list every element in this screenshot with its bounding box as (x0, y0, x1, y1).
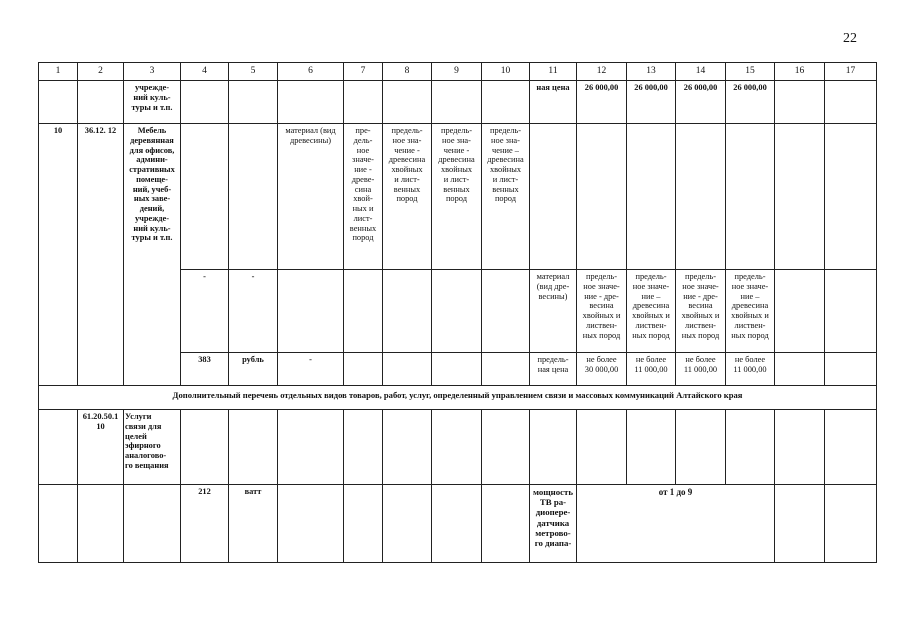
table-cell (432, 410, 482, 485)
table-cell (229, 410, 278, 485)
table-cell (726, 410, 775, 485)
header-cell: 15 (726, 63, 775, 81)
table-cell (383, 485, 432, 563)
unit-code-cell: - (181, 270, 229, 353)
value-cell: предель- ное значе- ние – древесина хвойных и листвен- ных пород (726, 270, 775, 353)
header-cell: 7 (344, 63, 383, 81)
value-cell: предель- ное значе- ние - дре- весина хвойных и листвен- ных пород (577, 270, 627, 353)
product-name-cell: учрежде- ний куль- туры и т.п. (124, 81, 181, 124)
table-cell (181, 81, 229, 124)
header-cell: 16 (775, 63, 825, 81)
page-number: 22 (843, 31, 857, 46)
table-cell (530, 410, 577, 485)
table-cell (383, 353, 432, 386)
table-cell: - (278, 353, 344, 386)
table-cell (775, 485, 825, 563)
table-cell (78, 81, 124, 124)
header-cell: 9 (432, 63, 482, 81)
table-cell (676, 124, 726, 270)
table-cell (432, 270, 482, 353)
header-cell: 3 (124, 63, 181, 81)
okpd-code-cell: 36.12. 12 (78, 124, 124, 386)
product-name-cell: Услуги связи для целей эфирного аналогово- го вещания (124, 410, 181, 485)
row-number-cell: 10 (39, 124, 78, 386)
table-cell (775, 124, 825, 270)
table-cell (482, 270, 530, 353)
value-cell: 26 000,00 (726, 81, 775, 124)
table-cell (181, 410, 229, 485)
table-cell (39, 485, 78, 563)
value-cell: пре- дель- ное значе- ние - древе- сина хвой- ных и лист- венных пород (344, 124, 383, 270)
header-cell: 10 (482, 63, 530, 81)
header-cell: 4 (181, 63, 229, 81)
table-row (39, 410, 877, 485)
header-cell: 5 (229, 63, 278, 81)
table-cell (676, 410, 726, 485)
table-cell (278, 81, 344, 124)
product-name-cell: Мебель деревянная для офисов, админи- стративных помеще- ний, учеб- ных заве- дений, учрежде- ний куль- туры и т.п. (124, 124, 181, 386)
table-cell (344, 410, 383, 485)
header-cell: 17 (825, 63, 877, 81)
characteristic-cell: ная цена (530, 81, 577, 124)
value-cell: предель- ное зна- чение - древесина хвойных и лист- венных пород (432, 124, 482, 270)
header-cell: 11 (530, 63, 577, 81)
characteristic-cell: предель- ная цена (530, 353, 577, 386)
value-cell: 26 000,00 (627, 81, 676, 124)
document-table (38, 62, 877, 563)
table-cell (775, 353, 825, 386)
table-cell (530, 124, 577, 270)
table-cell (229, 81, 278, 124)
characteristic-cell: мощность ТВ ра- диопере- датчика метрово- го диапа- (530, 485, 577, 563)
header-cell: 13 (627, 63, 676, 81)
table-cell (482, 81, 530, 124)
okpd-code-cell: 61.20.50.1 10 (78, 410, 124, 485)
header-cell: 1 (39, 63, 78, 81)
value-cell: предель- ное значе- ние - дре- весина хвойных и листвен- ных пород (676, 270, 726, 353)
table-cell (726, 124, 775, 270)
table-cell (577, 410, 627, 485)
table-cell (482, 410, 530, 485)
table-cell (432, 485, 482, 563)
value-cell: не более 11 000,00 (627, 353, 676, 386)
table-cell (825, 410, 877, 485)
table-cell (39, 410, 78, 485)
table-cell (482, 485, 530, 563)
unit-name-cell: ватт (229, 485, 278, 563)
characteristic-cell: материал (вид дре- весины) (530, 270, 577, 353)
value-cell: предель- ное зна- чение – древесина хвойных и лист- венных пород (482, 124, 530, 270)
header-cell: 8 (383, 63, 432, 81)
table-cell (775, 410, 825, 485)
table-cell (383, 270, 432, 353)
section-row (39, 386, 877, 410)
table-cell (825, 124, 877, 270)
value-cell: не более 11 000,00 (676, 353, 726, 386)
table-cell (344, 353, 383, 386)
header-row (39, 63, 877, 81)
table-cell (627, 410, 676, 485)
table-cell (278, 485, 344, 563)
table-cell (278, 270, 344, 353)
table-cell (344, 270, 383, 353)
unit-name-cell: - (229, 270, 278, 353)
characteristic-cell: материал (вид древесины) (278, 124, 344, 270)
header-cell: 12 (577, 63, 627, 81)
table-cell (775, 270, 825, 353)
table-cell (344, 485, 383, 563)
header-cell: 6 (278, 63, 344, 81)
table-row (39, 485, 877, 563)
unit-code-cell: 212 (181, 485, 229, 563)
table-cell (344, 81, 383, 124)
table-cell (181, 124, 229, 270)
value-cell: не более 30 000,00 (577, 353, 627, 386)
table-cell (825, 485, 877, 563)
unit-name-cell: рубль (229, 353, 278, 386)
table-cell (825, 81, 877, 124)
value-cell: предель- ное значе- ние – древесина хвойных и листвен- ных пород (627, 270, 676, 353)
table-cell (825, 353, 877, 386)
table-cell (278, 410, 344, 485)
table-cell (627, 124, 676, 270)
table-cell (825, 270, 877, 353)
value-cell: предель- ное зна- чение - древесина хвойных и лист- венных пород (383, 124, 432, 270)
table-row (39, 124, 877, 270)
table-cell (78, 485, 124, 563)
table-cell (432, 353, 482, 386)
table-cell (229, 124, 278, 270)
table-cell (577, 124, 627, 270)
value-cell: 26 000,00 (676, 81, 726, 124)
value-cell: не более 11 000,00 (726, 353, 775, 386)
unit-code-cell: 383 (181, 353, 229, 386)
table-row (39, 81, 877, 124)
table-cell (39, 81, 78, 124)
table-cell (383, 410, 432, 485)
table-cell (383, 81, 432, 124)
value-cell: 26 000,00 (577, 81, 627, 124)
table-cell (124, 485, 181, 563)
header-cell: 2 (78, 63, 124, 81)
table-cell (432, 81, 482, 124)
header-cell: 14 (676, 63, 726, 81)
table-cell (482, 353, 530, 386)
value-cell: от 1 до 9 (577, 485, 775, 563)
table-cell (775, 81, 825, 124)
section-title: Дополнительный перечень отдельных видов товаров, работ, услуг, определенный управлением связи и массовых коммуникаций Алтайского края (39, 386, 877, 410)
